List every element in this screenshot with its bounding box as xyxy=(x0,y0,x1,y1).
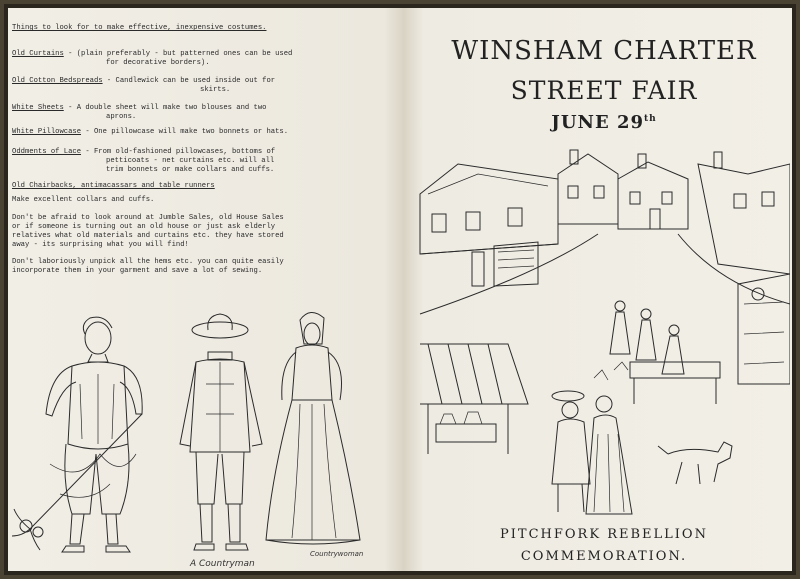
item-text: - (plain preferably - but patterned ones can be used xyxy=(63,50,293,58)
villagers-in-street xyxy=(610,301,720,404)
item-pillowcase xyxy=(12,128,288,137)
item-text-cont: aprons. xyxy=(106,113,137,121)
item-label: Old Curtains xyxy=(12,50,64,58)
costume-heading: Things to look for to make effective, inexpensive costumes. xyxy=(12,24,267,32)
item-text-cont: petticoats - net curtains etc. will all xyxy=(106,157,275,165)
advice-line: away - its surprising what you will find! xyxy=(12,241,189,249)
item-text: - From old-fashioned pillowcases, bottoms of xyxy=(81,148,276,156)
right-page-cover xyxy=(418,14,790,569)
advice-line: incorporate them in your garment and save a lot of sewing. xyxy=(12,267,263,275)
costumed-couple xyxy=(552,391,632,514)
item-label: Old Cotton Bedspreads xyxy=(12,77,103,85)
fair-date-suffix: th xyxy=(644,114,657,124)
dog-drawing xyxy=(658,442,732,484)
advice-line: or if someone is turning out an old house or just ask elderly xyxy=(12,223,276,231)
background-houses xyxy=(558,150,790,274)
item-text-cont: for decorative borders). xyxy=(106,59,210,67)
footer-line1: PITCHFORK REBELLION xyxy=(500,527,708,542)
item-sheets xyxy=(12,104,267,113)
advice-line: Don't laboriously unpick all the hems etc. you can quite easily xyxy=(12,258,284,266)
item-text: - One pillowcase will make two bonnets or hats. xyxy=(81,128,289,136)
item-text: - A double sheet will make two blouses and two xyxy=(63,104,267,112)
left-page xyxy=(10,14,398,569)
fair-date xyxy=(418,112,790,133)
chairbacks-heading: Old Chairbacks, antimacassars and table runners xyxy=(12,182,215,190)
street-fair-illustration xyxy=(418,134,790,524)
item-label: Oddments of Lace xyxy=(12,148,82,156)
item-bedspreads xyxy=(12,77,275,86)
road-edges xyxy=(420,234,790,314)
caption-countrywoman: Countrywoman xyxy=(310,550,364,558)
fair-title-line1: WINSHAM CHARTER xyxy=(451,36,757,66)
costume-figures-illustration xyxy=(10,304,398,569)
right-stall xyxy=(738,274,790,384)
item-text: - Candlewick can be used inside out for xyxy=(102,77,276,85)
caption-countryman: A Countryman xyxy=(190,559,255,569)
countrywoman-costume-figure xyxy=(266,312,363,558)
item-label: White Sheets xyxy=(12,104,64,112)
item-lace xyxy=(12,148,275,157)
advice-line: Don't be afraid to look around at Jumble Sales, old House Sales xyxy=(12,214,284,222)
leaflet-spread xyxy=(8,8,792,571)
item-text-cont: skirts. xyxy=(200,86,231,94)
birds xyxy=(594,362,628,380)
countryman-costume-figure xyxy=(180,314,262,569)
fair-title-line2: STREET FAIR xyxy=(510,76,698,105)
advice-line: relatives what old materials and curtains etc. they have stored xyxy=(12,232,284,240)
chairbacks-text: Make excellent collars and cuffs. xyxy=(12,196,155,204)
fair-date-text: JUNE 29 xyxy=(551,112,644,133)
item-text-cont: trim bonnets or make collars and cuffs. xyxy=(106,166,275,174)
item-curtains xyxy=(12,50,292,59)
market-stall-awning xyxy=(420,344,528,454)
footer-line2: COMMEMORATION. xyxy=(520,549,688,564)
item-label: White Pillowcase xyxy=(12,128,82,136)
man-with-pitchfork-figure xyxy=(12,317,142,552)
